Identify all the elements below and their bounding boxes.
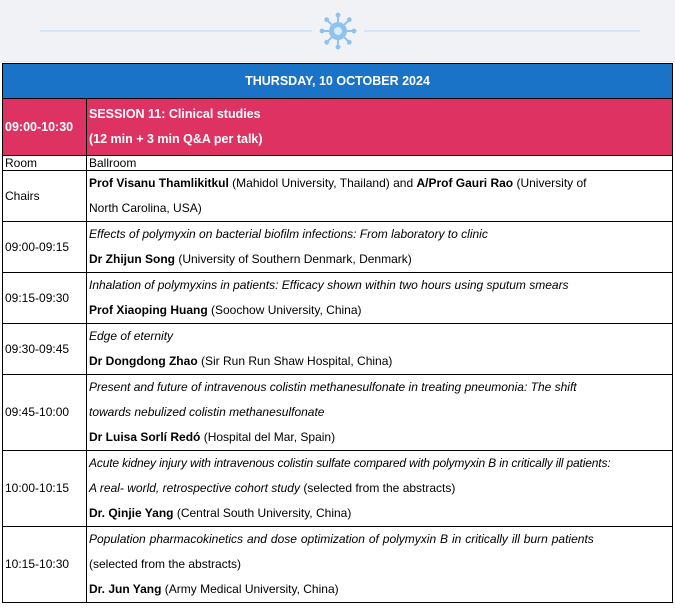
session-time: 09:00-10:30 xyxy=(3,99,87,156)
talk-row xyxy=(3,273,673,324)
speaker-affiliation: (University of Southern Denmark, Denmark) xyxy=(175,252,412,266)
virus-ornament-icon xyxy=(0,10,675,52)
speaker-name: Dr. Qinjie Yang xyxy=(89,506,174,520)
speaker-affiliation: (Hospital del Mar, Spain) xyxy=(200,430,336,444)
talk-title: Edge of eternity xyxy=(89,329,174,343)
talk-title: Acute kidney injury with intravenous colistin sulfate compared with polymyxin B in critically ill patients: xyxy=(89,456,611,470)
programme-table xyxy=(2,63,672,603)
chair-name: A/Prof Gauri Rao xyxy=(416,176,514,190)
room-row xyxy=(3,156,673,171)
chair-name: Prof Visanu Thamlikitkul xyxy=(89,176,229,190)
talk-title: Inhalation of polymyxins in patients: Efficacy shown within two hours using sputum smears xyxy=(89,278,569,292)
talk-row xyxy=(3,222,673,273)
chairs-cell xyxy=(87,171,673,222)
room-label: Room xyxy=(3,156,87,171)
talk-cell xyxy=(87,375,673,451)
talk-title: Population pharmacokinetics and dose optimization of polymyxin B in critically ill burn patients xyxy=(89,532,594,546)
top-banner xyxy=(0,0,675,62)
selection-note: (selected from the abstracts) xyxy=(299,481,456,495)
speaker-name: Dr. Jun Yang xyxy=(89,582,162,596)
talk-title: Present and future of intravenous colistin methanesulfonate in treating pneumonia: The shift xyxy=(89,380,577,394)
selection-note: (selected from the abstracts) xyxy=(89,557,242,571)
talk-time: 09:30-09:45 xyxy=(3,324,87,375)
session-row xyxy=(3,99,673,156)
speaker-affiliation: (Sir Run Run Shaw Hospital, China) xyxy=(197,354,393,368)
speaker-name: Dr Zhijun Song xyxy=(89,252,175,266)
talk-cell xyxy=(87,273,673,324)
speaker-name: Prof Xiaoping Huang xyxy=(89,303,208,317)
talk-title-continued: A real- world, retrospective cohort study xyxy=(89,481,300,495)
talk-time: 09:45-10:00 xyxy=(3,375,87,451)
chair-affiliation: (University of xyxy=(513,176,587,190)
speaker-affiliation: (Soochow University, China) xyxy=(207,303,362,317)
talk-row xyxy=(3,324,673,375)
talk-title-continued: towards nebulized colistin methanesulfonate xyxy=(89,405,325,419)
room-value: Ballroom xyxy=(87,156,673,171)
day-header-row xyxy=(3,64,673,99)
talk-row xyxy=(3,451,673,527)
session-title-cell xyxy=(87,99,673,156)
talk-title: Effects of polymyxin on bacterial biofilm infections: From laboratory to clinic xyxy=(89,227,488,241)
talk-cell xyxy=(87,324,673,375)
chairs-row xyxy=(3,171,673,222)
chair-affiliation: (Mahidol University, Thailand) and xyxy=(228,176,417,190)
talk-row xyxy=(3,527,673,603)
session-title: SESSION 11: Clinical studies xyxy=(89,107,261,121)
talk-row xyxy=(3,375,673,451)
talk-time: 09:15-09:30 xyxy=(3,273,87,324)
talk-cell xyxy=(87,222,673,273)
speaker-affiliation: (Army Medical University, China) xyxy=(161,582,339,596)
chair-affiliation: North Carolina, USA) xyxy=(89,201,202,215)
talk-cell xyxy=(87,527,673,603)
speaker-name: Dr Luisa Sorlí Redó xyxy=(89,430,201,444)
talk-time: 09:00-09:15 xyxy=(3,222,87,273)
speaker-affiliation: (Central South University, China) xyxy=(173,506,352,520)
speaker-name: Dr Dongdong Zhao xyxy=(89,354,198,368)
talk-time: 10:15-10:30 xyxy=(3,527,87,603)
session-subtitle: (12 min + 3 min Q&A per talk) xyxy=(89,132,263,146)
day-heading: THURSDAY, 10 OCTOBER 2024 xyxy=(3,64,673,99)
talk-time: 10:00-10:15 xyxy=(3,451,87,527)
chairs-label: Chairs xyxy=(3,171,87,222)
talk-cell xyxy=(87,451,673,527)
